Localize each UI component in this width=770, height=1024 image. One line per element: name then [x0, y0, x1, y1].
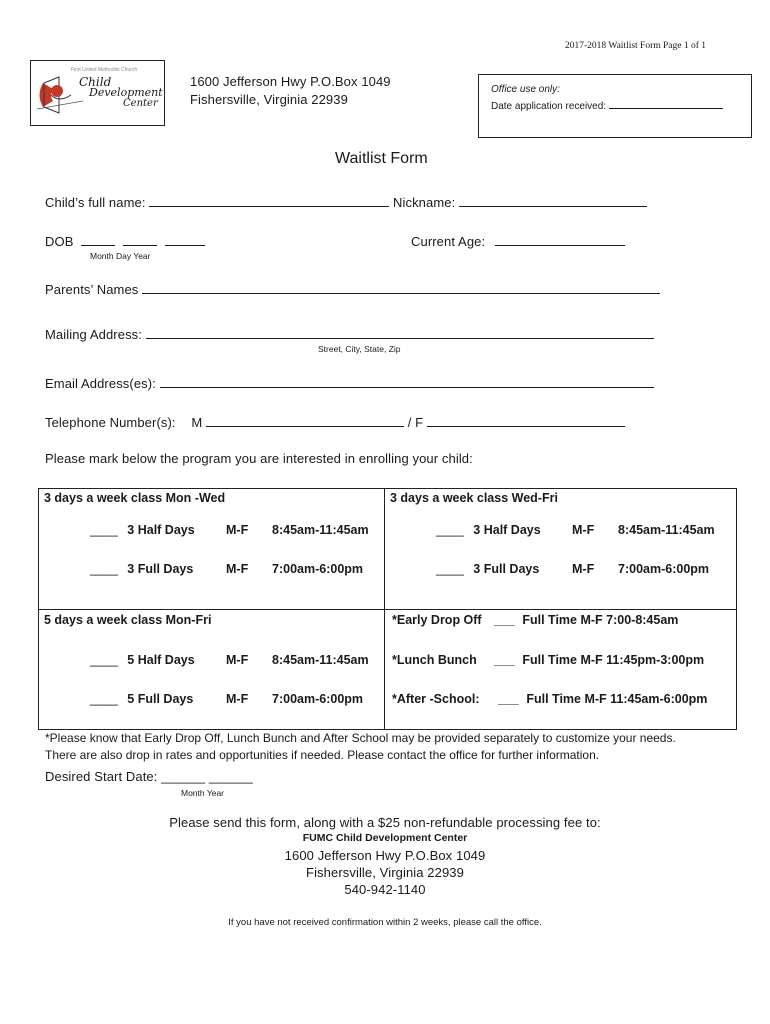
program-row: ____ 3 Half Days — [90, 523, 195, 537]
footer-org: FUMC Child Development Center — [302, 832, 468, 844]
table-divider — [38, 609, 737, 610]
email-field[interactable] — [160, 375, 654, 388]
phone-label: Telephone Number(s): — [45, 415, 176, 430]
program-checkbox[interactable]: ____ — [90, 653, 118, 667]
start-date-label: Desired Start Date: — [45, 769, 158, 784]
program-row: ____ 5 Half Days — [90, 653, 195, 667]
program-row: ____ 3 Full Days — [436, 562, 540, 576]
logo — [30, 60, 165, 126]
age-field[interactable] — [495, 233, 625, 246]
program-checkbox[interactable]: ___ — [494, 653, 515, 667]
dob-day-field[interactable] — [123, 233, 157, 246]
wed-fri-title: 3 days a week class Wed-Fri — [390, 491, 558, 505]
form-title: Waitlist Form — [335, 150, 428, 167]
footer-phone: 540-942-1140 — [344, 882, 426, 897]
footer-addr1: 1600 Jefferson Hwy P.O.Box 1049 — [284, 848, 486, 863]
extra-early-label: *Early Drop Off — [392, 613, 482, 627]
note-line2: There are also drop in rates and opportunities if needed. Please contact the office for further information. — [45, 748, 600, 762]
address-line2: Fishersville, Virginia 22939 — [190, 92, 348, 107]
program-checkbox[interactable]: ____ — [90, 692, 118, 706]
page-label: 2017-2018 Waitlist Form Page 1 of 1 — [565, 41, 707, 51]
start-date-field[interactable]: ______ ______ — [161, 769, 253, 784]
mon-wed-title: 3 days a week class Mon -Wed — [44, 491, 226, 505]
program-checkbox[interactable]: ____ — [90, 523, 118, 537]
program-row: ____ 5 Full Days — [90, 692, 194, 706]
dob-year-field[interactable] — [165, 233, 205, 246]
office-received-label: Date application received: — [491, 101, 607, 112]
dob-month-field[interactable] — [81, 233, 115, 246]
extra-lunch-label: *Lunch Bunch — [392, 653, 477, 667]
office-use-box — [478, 74, 752, 138]
program-prompt: Please mark below the program you are interested in enrolling your child: — [45, 451, 473, 466]
phone-f-field[interactable] — [427, 414, 625, 427]
logo-tagline: First United Methodist Church — [71, 67, 138, 73]
age-label: Current Age: — [411, 234, 486, 249]
dob-label: DOB — [45, 234, 74, 249]
program-checkbox[interactable]: ____ — [436, 562, 464, 576]
mailing-field[interactable] — [146, 326, 654, 339]
child-name-label: Child’s full name: — [45, 195, 146, 210]
logo-line2: Development — [89, 86, 163, 99]
start-date-hint: Month Year — [181, 788, 225, 798]
address-line1: 1600 Jefferson Hwy P.O.Box 1049 — [190, 74, 391, 89]
mailing-label: Mailing Address: — [45, 327, 142, 342]
program-row: ____ 3 Half Days — [436, 523, 541, 537]
extra-after-label: *After -School: — [392, 692, 480, 706]
office-title: Office use only: — [491, 84, 560, 95]
mailing-hint: Street, City, State, Zip — [318, 344, 401, 354]
program-checkbox[interactable]: ___ — [494, 613, 515, 627]
parents-field[interactable] — [142, 281, 660, 294]
phone-f-label: / F — [407, 415, 424, 430]
program-checkbox[interactable]: ___ — [498, 692, 519, 706]
nickname-label: Nickname: — [393, 195, 456, 210]
send-instructions: Please send this form, along with a $25 non-refundable processing fee to: — [169, 815, 601, 830]
logo-line1: Child — [79, 75, 112, 89]
program-row: ____ 3 Full Days — [90, 562, 194, 576]
office-received-field[interactable] — [609, 99, 723, 109]
dob-hint: Month Day Year — [90, 251, 151, 261]
footer-confirm: If you have not received confirmation within 2 weeks, please call the office. — [228, 917, 542, 928]
nickname-field[interactable] — [459, 194, 647, 207]
program-checkbox[interactable]: ____ — [436, 523, 464, 537]
footer-addr2: Fishersville, Virginia 22939 — [306, 865, 464, 880]
program-checkbox[interactable]: ____ — [90, 562, 118, 576]
child-name-field[interactable] — [149, 194, 389, 207]
phone-m-label: M — [191, 415, 203, 430]
logo-line3: Center — [123, 98, 158, 109]
mon-fri-title: 5 days a week class Mon-Fri — [44, 613, 212, 627]
phone-m-field[interactable] — [206, 414, 404, 427]
parents-label: Parents’ Names — [45, 282, 139, 297]
email-label: Email Address(es): — [45, 376, 156, 391]
note-line1: *Please know that Early Drop Off, Lunch Bunch and After School may be provided separately to customize your needs. — [45, 731, 676, 745]
